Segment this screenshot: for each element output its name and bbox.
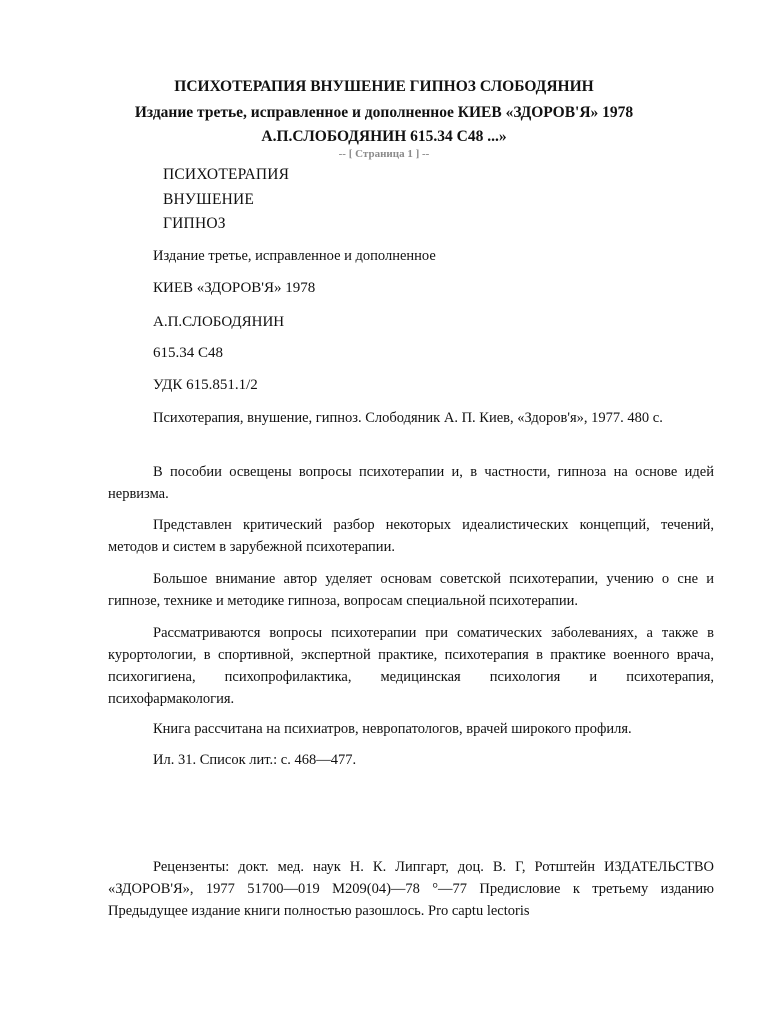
title-line: ВНУШЕНИЕ — [163, 191, 255, 208]
paragraph: Книга рассчитана на психиатров, невропатологов, врачей широкого профиля. — [153, 721, 632, 737]
document-heading: ПСИХОТЕРАПИЯ ВНУШЕНИЕ ГИПНОЗ СЛОБОДЯНИН — [174, 78, 594, 95]
author-line: А.П.СЛОБОДЯНИН — [153, 314, 285, 330]
document-subheading-author: А.П.СЛОБОДЯНИН 615.34 С48 ...» — [261, 128, 507, 145]
catalog-code-line: 615.34 С48 — [153, 345, 224, 361]
udk-line: УДК 615.851.1/2 — [153, 377, 258, 393]
paragraph: Ил. 31. Список лит.: с. 468—477. — [153, 752, 357, 768]
document-subheading-edition: Издание третье, исправленное и дополненное КИЕВ «ЗДОРОВ'Я» 1978 — [134, 104, 634, 121]
paragraph: Рецензенты: докт. мед. наук Н. К. Липгарт, доц. В. Г, Ротштейн ИЗДАТЕЛЬСТВО «ЗДОРОВ'Я», 1977 51700—019 М209(04)—78 °—77 Предисловие к третьему изданию Предыдущее издание книги полностью разошлось. Pro captu lectoris — [108, 859, 714, 919]
publisher-line: КИЕВ «ЗДОРОВ'Я» 1978 — [153, 280, 316, 296]
paragraph: В пособии освещены вопросы психотерапии и, в частности, гипноза на основе идей нервизма. — [108, 464, 714, 502]
edition-line: Издание третье, исправленное и дополненное — [153, 248, 436, 264]
paragraph: Большое внимание автор уделяет основам советской психотерапии, учению о сне и гипнозе, технике и методике гипноза, вопросам специальной психотерапии. — [108, 571, 714, 609]
paragraph: Психотерапия, внушение, гипноз. Слободяник А. П. Киев, «Здоров'я», 1977. 480 с. — [153, 410, 663, 426]
paragraph: Рассматриваются вопросы психотерапии при соматических заболеваниях, а также в курортологии, в спортивной, экспертной практике, психотерапия в практике военного врача, психогигиена, психопрофилактика, медицинская психология и психотерапия, психофармакология. — [108, 625, 714, 707]
title-line: ГИПНОЗ — [163, 215, 226, 232]
page-marker: -- [ Страница 1 ] -- — [338, 148, 430, 160]
title-line: ПСИХОТЕРАПИЯ — [163, 166, 290, 183]
paragraph: Представлен критический разбор некоторых идеалистических концепций, течений, методов и систем в зарубежной психотерапии. — [108, 517, 714, 555]
